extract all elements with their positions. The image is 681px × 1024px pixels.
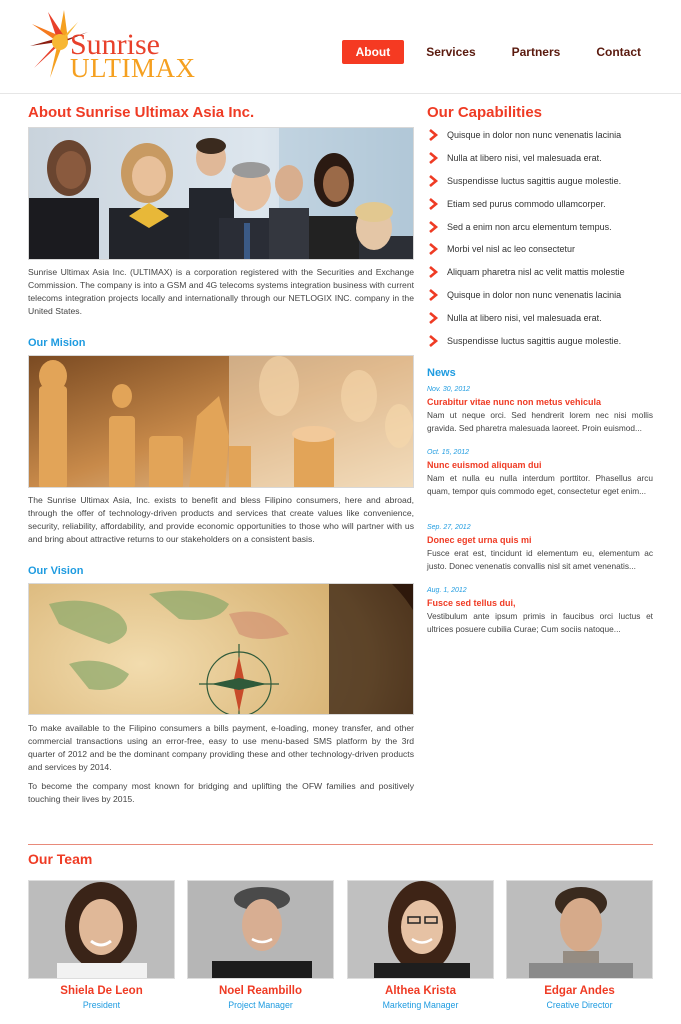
capability-text: Morbi vel nisl ac leo consectetur <box>447 244 576 255</box>
news-date: Sep. 27, 2012 <box>427 524 471 531</box>
about-team-photo <box>28 127 414 260</box>
news-date: Oct. 15, 2012 <box>427 449 470 456</box>
team-heading: Our Team <box>28 851 93 867</box>
main-nav <box>334 40 655 64</box>
team-member-card <box>347 880 494 1011</box>
capability-text: Nulla at libero nisi, vel malesuada erat. <box>447 312 602 323</box>
team-member-name: Noel Reambillo <box>218 985 303 997</box>
news-item <box>427 385 653 434</box>
logo-text-ultimax: ULTIMAX <box>70 53 196 83</box>
list-item <box>427 215 657 238</box>
avatar <box>28 880 175 979</box>
avatar <box>506 880 653 979</box>
nav-partners[interactable]: Partners <box>511 45 561 59</box>
vision-heading: Our Vision <box>28 565 84 577</box>
vision-paragraph-1: To make available to the Filipino consumers a bills payment, e-loading, money transfer, and other commercial transactions using an error-free, easy to use menu-based SMS platform by the 3rd quarter of 2012 and be the dominant company providing these and other technology-driven products and services by 2014. <box>28 723 414 772</box>
list-item <box>427 192 657 215</box>
team-member-name: Edgar Andes <box>544 985 615 997</box>
chevron-right-icon <box>427 289 441 301</box>
news-headline-link[interactable]: Donec eget urna quis mi <box>427 535 532 545</box>
capability-text: Suspendisse luctus sagittis augue molestie. <box>447 175 622 186</box>
nav-contact[interactable]: Contact <box>596 45 641 59</box>
news-headline-link[interactable]: Nunc euismod aliquam dui <box>427 460 542 470</box>
vision-globe-image <box>28 583 414 715</box>
chevron-right-icon <box>427 243 441 255</box>
avatar <box>347 880 494 979</box>
nav-about[interactable]: About <box>342 40 405 64</box>
team-member-role: President <box>82 1000 121 1010</box>
avatar <box>187 880 334 979</box>
chevron-right-icon <box>427 221 441 233</box>
news-excerpt: Fusce erat est, tincidunt id elementum eu, elementum ac justo. Donec venenatis convallis nisl sit amet venenatis... <box>427 548 653 571</box>
chevron-right-icon <box>427 152 441 164</box>
team-member-role: Creative Director <box>546 1000 613 1010</box>
mission-heading: Our Mision <box>28 337 86 349</box>
vision-paragraph-2: To become the company most known for bridging and uplifting the OFW families and positively touching their lives by 2015. <box>28 781 414 804</box>
list-item <box>427 147 657 170</box>
capabilities-list <box>427 124 657 352</box>
team-member-role: Project Manager <box>228 1000 293 1010</box>
news-date: Nov. 30, 2012 <box>427 386 471 393</box>
news-date: Aug. 1, 2012 <box>427 587 467 594</box>
news-item <box>427 523 653 572</box>
news-item <box>427 586 653 635</box>
chevron-right-icon <box>427 198 441 210</box>
list-item <box>427 238 657 261</box>
chevron-right-icon <box>427 312 441 324</box>
news-excerpt: Nam et nulla eu nulla interdum porttitor. Phasellus arcu quam, tempor quis commodo eget, consectetur eget enim... <box>427 473 653 496</box>
news-excerpt: Nam ut neque orci. Sed hendrerit lorem nec nisi mollis gravida. Sed pharetra malesuada laoreet. Proin euismod... <box>427 410 653 433</box>
chevron-right-icon <box>427 129 441 141</box>
list-item <box>427 329 657 352</box>
about-heading: About Sunrise Ultimax Asia Inc. <box>28 104 255 121</box>
capability-text: Nulla at libero nisi, vel malesuada erat. <box>447 153 602 164</box>
news-headline-link[interactable]: Curabitur vitae nunc non metus vehicula <box>427 397 602 407</box>
team-member-name: Althea Krista <box>385 985 456 997</box>
chevron-right-icon <box>427 175 441 187</box>
capability-text: Suspendisse luctus sagittis augue molestie. <box>447 335 622 346</box>
capability-text: Etiam sed purus commodo ullamcorper. <box>447 198 606 209</box>
chevron-right-icon <box>427 335 441 347</box>
site-logo[interactable] <box>30 6 220 83</box>
capability-text: Quisque in dolor non nunc venenatis lacinia <box>447 289 622 300</box>
capabilities-heading: Our Capabilities <box>427 104 543 121</box>
team-divider <box>28 844 653 845</box>
news-heading: News <box>427 367 456 379</box>
list-item <box>427 170 657 193</box>
site-header <box>0 0 681 94</box>
team-member-card <box>28 880 175 1011</box>
team-member-role: Marketing Manager <box>382 1000 459 1010</box>
team-member-name: Shiela De Leon <box>60 985 143 997</box>
mission-paragraph: The Sunrise Ultimax Asia, Inc. exists to benefit and bless Filipino consumers, here and abroad, through the offer of technology-driven products and services that create values like convenience, security, reliability, affordability, and provide economic opportunities to those who will partner with us and bring about attractive returns to our stakeholders on a consistent basis. <box>28 495 414 544</box>
list-item <box>427 261 657 284</box>
logo-text-sunrise: Sunrise <box>70 28 160 61</box>
team-member-card <box>187 880 334 1011</box>
mission-chess-image <box>28 355 414 488</box>
news-item <box>427 448 653 497</box>
news-headline-link[interactable]: Fusce sed tellus dui, <box>427 598 516 608</box>
chevron-right-icon <box>427 266 441 278</box>
capability-text: Sed a enim non arcu elementum tempus. <box>447 221 612 232</box>
list-item <box>427 284 657 307</box>
capability-text: Aliquam pharetra nisl ac velit mattis molestie <box>447 267 625 278</box>
list-item <box>427 124 657 147</box>
list-item <box>427 306 657 329</box>
news-excerpt: Vestibulum ante ipsum primis in faucibus orci luctus et ultrices posuere cubilia Curae; Cum sociis natoque... <box>427 611 653 634</box>
about-paragraph: Sunrise Ultimax Asia Inc. (ULTIMAX) is a corporation registered with the Securities and Exchange Commission. The company is into a GSM and 4G telecoms systems integration business with current telecoms integration projects locally and internationally through our NETLOGIX INC. company in the United States. <box>28 267 414 316</box>
team-member-card <box>506 880 653 1011</box>
nav-services[interactable]: Services <box>426 45 476 59</box>
capability-text: Quisque in dolor non nunc venenatis lacinia <box>447 130 622 141</box>
